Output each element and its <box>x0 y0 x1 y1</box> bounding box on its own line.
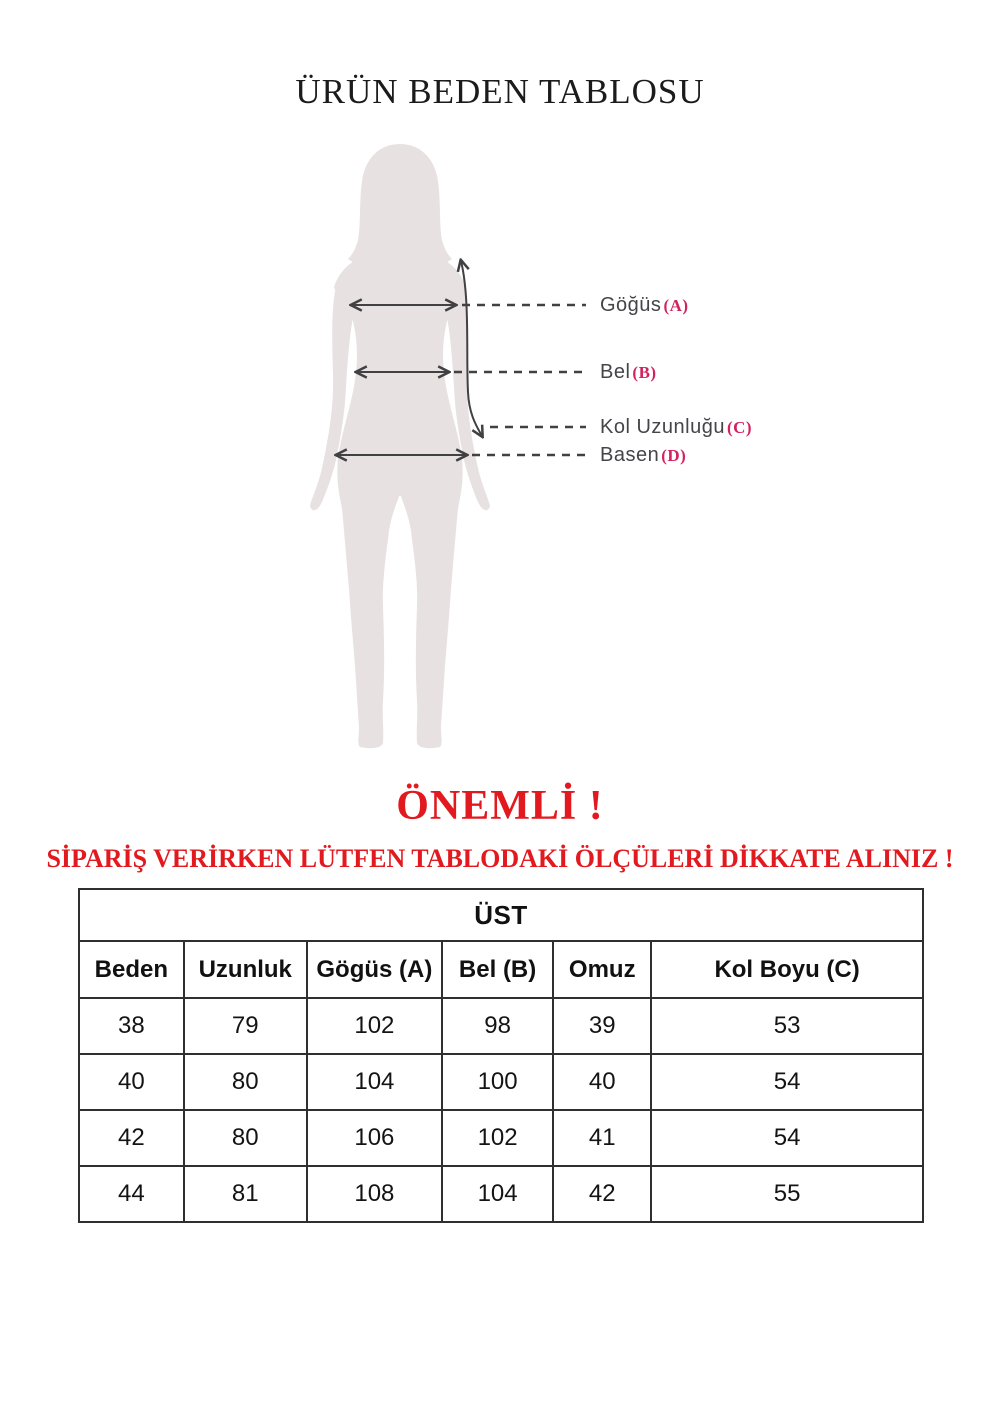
measurement-letter-b: (B) <box>632 363 657 382</box>
measurement-label-arm-length <box>600 416 752 439</box>
arm-length-arrow <box>461 261 482 436</box>
table-group-header: ÜST <box>79 889 923 941</box>
cell-uzunluk: 81 <box>184 1166 307 1222</box>
column-header-beden: Beden <box>79 941 184 998</box>
cell-omuz: 41 <box>553 1110 651 1166</box>
cell-bel: 104 <box>442 1166 553 1222</box>
measurement-letter-d: (D) <box>661 446 687 465</box>
measurement-label-waist-text: Bel <box>600 361 631 383</box>
table-row <box>79 998 923 1054</box>
measurement-letter-c: (C) <box>726 418 753 437</box>
cell-omuz: 39 <box>553 998 651 1054</box>
table-row <box>79 1110 923 1166</box>
cell-omuz: 42 <box>553 1166 651 1222</box>
important-heading: ÖNEMLİ ! <box>396 783 604 829</box>
cell-kol-boyu: 55 <box>651 1166 923 1222</box>
warning-text: SİPARİŞ VERİRKEN LÜTFEN TABLODAKİ ÖLÇÜLERİ DİKKATE ALINIZ ! <box>46 844 954 873</box>
measurement-label-hip-text: Basen <box>600 444 660 466</box>
measurement-label-chest <box>600 294 689 317</box>
cell-gogus: 102 <box>307 998 442 1054</box>
cell-beden: 38 <box>79 998 184 1054</box>
column-header-uzunluk: Uzunluk <box>184 941 307 998</box>
cell-beden: 40 <box>79 1054 184 1110</box>
cell-beden: 44 <box>79 1166 184 1222</box>
column-header-omuz: Omuz <box>553 941 651 998</box>
measurement-label-arm-length-text: Kol Uzunluğu <box>600 416 725 438</box>
column-header-gogus: Gögüs (A) <box>307 941 442 998</box>
cell-bel: 100 <box>442 1054 553 1110</box>
column-header-bel: Bel (B) <box>442 941 553 998</box>
page-title: ÜRÜN BEDEN TABLOSU <box>295 72 705 111</box>
cell-gogus: 108 <box>307 1166 442 1222</box>
measurement-label-waist <box>600 361 657 384</box>
cell-uzunluk: 79 <box>184 998 307 1054</box>
cell-bel: 98 <box>442 998 553 1054</box>
cell-kol-boyu: 54 <box>651 1110 923 1166</box>
cell-gogus: 106 <box>307 1110 442 1166</box>
cell-uzunluk: 80 <box>184 1110 307 1166</box>
table-column-header-row <box>79 941 923 998</box>
measurement-letter-a: (A) <box>663 296 689 315</box>
size-table <box>78 888 924 1223</box>
cell-gogus: 104 <box>307 1054 442 1110</box>
column-header-kol-boyu: Kol Boyu (C) <box>651 941 923 998</box>
cell-kol-boyu: 53 <box>651 998 923 1054</box>
measurement-label-chest-text: Göğüs <box>600 294 662 316</box>
cell-bel: 102 <box>442 1110 553 1166</box>
important-notice <box>0 782 1000 874</box>
cell-uzunluk: 80 <box>184 1054 307 1110</box>
cell-beden: 42 <box>79 1110 184 1166</box>
size-diagram <box>0 140 1000 760</box>
cell-kol-boyu: 54 <box>651 1054 923 1110</box>
measurement-arrows <box>0 140 1000 760</box>
table-row <box>79 1054 923 1110</box>
table-row <box>79 1166 923 1222</box>
cell-omuz: 40 <box>553 1054 651 1110</box>
table-group-header-row <box>79 889 923 941</box>
measurement-label-hip <box>600 444 686 467</box>
